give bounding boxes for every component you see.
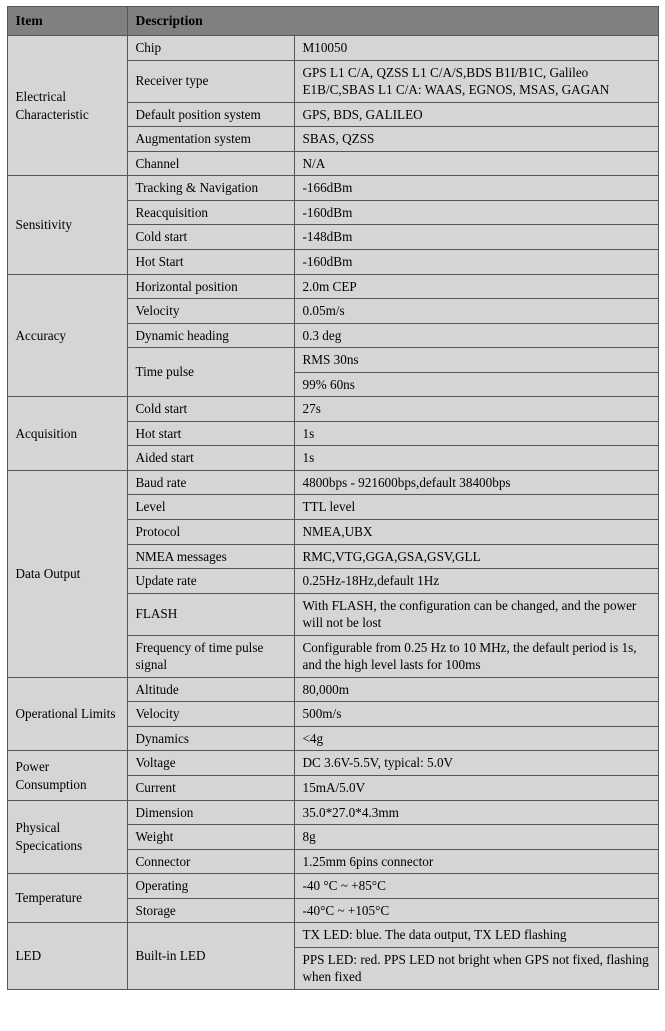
parameter-label: Cold start (127, 397, 294, 422)
parameter-value: RMC,VTG,GGA,GSA,GSV,GLL (294, 544, 658, 569)
column-header-item: Item (7, 7, 127, 36)
parameter-label: Dimension (127, 800, 294, 825)
parameter-value: GPS L1 C/A, QZSS L1 C/A/S,BDS B1I/B1C, Galileo E1B/C,SBAS L1 C/A: WAAS, EGNOS, MSAS, GAGAN (294, 60, 658, 102)
parameter-value: TX LED: blue. The data output, TX LED flashing (294, 923, 658, 948)
table-row (7, 874, 658, 899)
parameter-value: GPS, BDS, GALILEO (294, 102, 658, 127)
parameter-value: 35.0*27.0*4.3mm (294, 800, 658, 825)
parameter-value: -148dBm (294, 225, 658, 250)
specification-table (7, 6, 659, 990)
group-label: LED (7, 923, 127, 990)
parameter-value: 2.0m CEP (294, 274, 658, 299)
group-label: Electrical Characteristic (7, 36, 127, 176)
parameter-value: -160dBm (294, 250, 658, 275)
group-label: Data Output (7, 470, 127, 677)
parameter-label: Reacquisition (127, 200, 294, 225)
table-row (7, 470, 658, 495)
parameter-value: NMEA,UBX (294, 520, 658, 545)
parameter-value: 1.25mm 6pins connector (294, 849, 658, 874)
parameter-label: Receiver type (127, 60, 294, 102)
parameter-label: Chip (127, 36, 294, 61)
table-row (7, 176, 658, 201)
parameter-value: -40°C ~ +105°C (294, 898, 658, 923)
parameter-label: Time pulse (127, 348, 294, 397)
parameter-value: -166dBm (294, 176, 658, 201)
parameter-value: -160dBm (294, 200, 658, 225)
parameter-value: SBAS, QZSS (294, 127, 658, 152)
parameter-label: Dynamics (127, 726, 294, 751)
group-label: Temperature (7, 874, 127, 923)
parameter-label: Update rate (127, 569, 294, 594)
group-label: Acquisition (7, 397, 127, 471)
table-header-row (7, 7, 658, 36)
parameter-value: 0.25Hz-18Hz,default 1Hz (294, 569, 658, 594)
parameter-label: Frequency of time pulse signal (127, 635, 294, 677)
parameter-value: M10050 (294, 36, 658, 61)
table-row (7, 677, 658, 702)
parameter-value: 99% 60ns (294, 372, 658, 397)
table-row (7, 397, 658, 422)
parameter-label: Tracking & Navigation (127, 176, 294, 201)
group-label: Accuracy (7, 274, 127, 397)
column-header-description: Description (127, 7, 658, 36)
parameter-label: Connector (127, 849, 294, 874)
parameter-value: N/A (294, 151, 658, 176)
parameter-label: Velocity (127, 702, 294, 727)
parameter-label: Horizontal position (127, 274, 294, 299)
parameter-label: Built-in LED (127, 923, 294, 990)
parameter-label: Baud rate (127, 470, 294, 495)
parameter-value: 80,000m (294, 677, 658, 702)
parameter-label: NMEA messages (127, 544, 294, 569)
parameter-label: Channel (127, 151, 294, 176)
parameter-value: 8g (294, 825, 658, 850)
parameter-value: 1s (294, 421, 658, 446)
parameter-value: PPS LED: red. PPS LED not bright when GPS not fixed, flashing when fixed (294, 947, 658, 989)
parameter-label: Current (127, 776, 294, 801)
parameter-label: Velocity (127, 299, 294, 324)
parameter-label: Protocol (127, 520, 294, 545)
table-body (7, 36, 658, 990)
parameter-value: 500m/s (294, 702, 658, 727)
parameter-value: 0.3 deg (294, 323, 658, 348)
parameter-value: DC 3.6V-5.5V, typical: 5.0V (294, 751, 658, 776)
group-label: Operational Limits (7, 677, 127, 751)
parameter-label: Aided start (127, 446, 294, 471)
parameter-label: Storage (127, 898, 294, 923)
parameter-value: <4g (294, 726, 658, 751)
parameter-value: RMS 30ns (294, 348, 658, 373)
parameter-label: Augmentation system (127, 127, 294, 152)
table-row (7, 923, 658, 948)
table-row (7, 800, 658, 825)
parameter-label: Voltage (127, 751, 294, 776)
parameter-label: Default position system (127, 102, 294, 127)
parameter-label: Weight (127, 825, 294, 850)
parameter-value: 27s (294, 397, 658, 422)
parameter-label: Level (127, 495, 294, 520)
table-row (7, 751, 658, 776)
group-label: Sensitivity (7, 176, 127, 274)
parameter-value: 0.05m/s (294, 299, 658, 324)
group-label: Physical Specications (7, 800, 127, 874)
parameter-label: Dynamic heading (127, 323, 294, 348)
table-row (7, 274, 658, 299)
parameter-label: Cold start (127, 225, 294, 250)
parameter-value: 15mA/5.0V (294, 776, 658, 801)
parameter-value: 4800bps - 921600bps,default 38400bps (294, 470, 658, 495)
table-row (7, 36, 658, 61)
parameter-value: -40 °C ~ +85°C (294, 874, 658, 899)
parameter-label: FLASH (127, 593, 294, 635)
parameter-label: Hot Start (127, 250, 294, 275)
parameter-value: 1s (294, 446, 658, 471)
parameter-value: With FLASH, the configuration can be changed, and the power will not be lost (294, 593, 658, 635)
parameter-label: Hot start (127, 421, 294, 446)
parameter-label: Altitude (127, 677, 294, 702)
parameter-value: TTL level (294, 495, 658, 520)
parameter-value: Configurable from 0.25 Hz to 10 MHz, the default period is 1s, and the high level lasts for 100ms (294, 635, 658, 677)
parameter-label: Operating (127, 874, 294, 899)
group-label: Power Consumption (7, 751, 127, 800)
